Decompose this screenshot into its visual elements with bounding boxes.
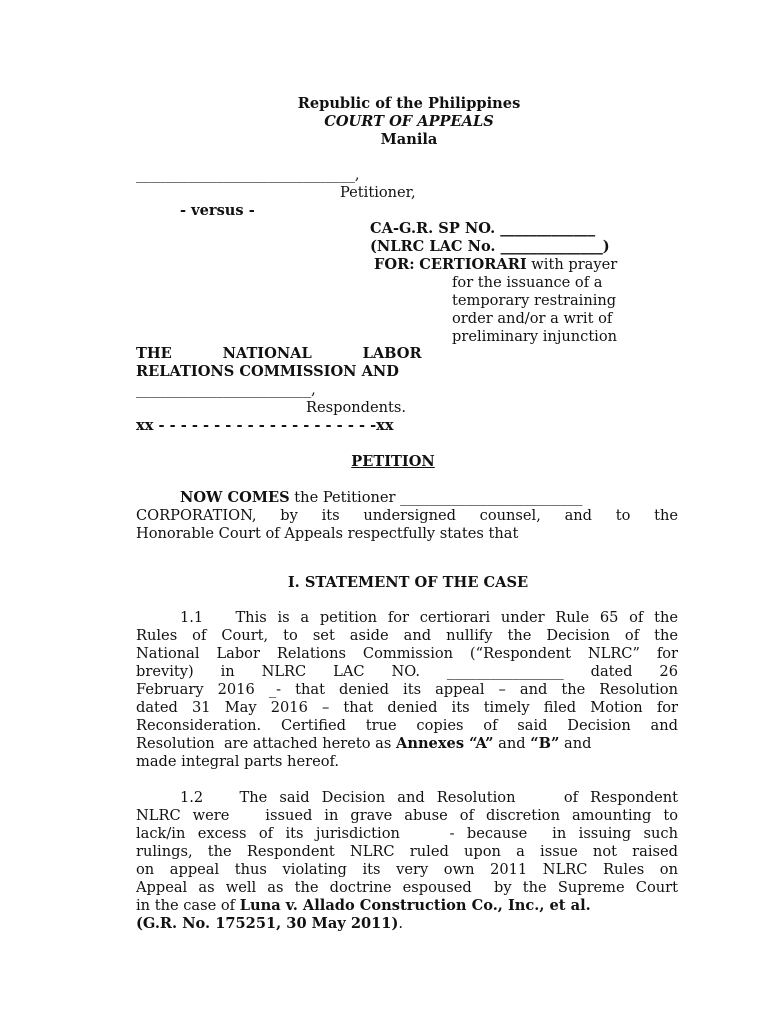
p2-line-8 bbox=[136, 915, 403, 933]
for-line-5: preliminary injunction bbox=[452, 328, 618, 345]
p1-line-4: brevity) in NLRC LAC NO. ________________ dated 26 bbox=[136, 663, 678, 680]
p2-line-6: Appeal as well as the doctrine espoused by the Supreme Court bbox=[136, 879, 678, 896]
for-line bbox=[374, 256, 617, 274]
for-line-2: for the issuance of a bbox=[452, 274, 603, 291]
for-title: CERTIORARI bbox=[419, 256, 527, 273]
now-comes: NOW COMES bbox=[180, 489, 290, 506]
p1-line-2: Rules of Court, to set aside and nullify the Decision of the bbox=[136, 627, 678, 644]
respondent-line-1: THE NATIONAL LABOR bbox=[136, 345, 422, 362]
p1-line-9: made integral parts hereof. bbox=[136, 753, 340, 770]
petitioner-label: Petitioner, bbox=[340, 184, 416, 201]
header-court: COURT OF APPEALS bbox=[324, 113, 494, 130]
intro-line-3: Honorable Court of Appeals respectfully states that bbox=[136, 525, 519, 542]
p2-line-2: NLRC were issued in grave abuse of discretion amounting to bbox=[136, 807, 678, 824]
versus-label: - versus - bbox=[180, 202, 255, 219]
p2-line-7 bbox=[136, 897, 591, 915]
p2-line-3: lack/in excess of its jurisdiction - because in issuing such bbox=[136, 825, 678, 842]
p1-line-7: Reconsideration. Certified true copies of said Decision and bbox=[136, 717, 678, 734]
p1-line-6: dated 31 May 2016 – that denied its timely filed Motion for bbox=[136, 699, 678, 716]
case-pre: in the case of bbox=[136, 897, 240, 914]
annex-and: and bbox=[493, 735, 531, 752]
p1-line-5: February 2016 _- that denied its appeal – and the Resolution bbox=[136, 681, 678, 698]
case-number: CA-G.R. SP NO. _____________ bbox=[370, 220, 596, 237]
document-title: PETITION bbox=[351, 453, 435, 470]
case-citation: (G.R. No. 175251, 30 May 2011) bbox=[136, 915, 399, 932]
p2-line-4: rulings, the Respondent NLRC ruled upon a issue not raised bbox=[136, 843, 678, 860]
section-heading: I. STATEMENT OF THE CASE bbox=[287, 574, 529, 591]
p1-line-1: 1.1 This is a petition for certiorari under Rule 65 of the bbox=[180, 609, 678, 626]
annex-and-2: and bbox=[559, 735, 592, 752]
annexes-a: Annexes “A” bbox=[396, 735, 494, 752]
citation-end: . bbox=[398, 915, 404, 932]
case-name: Luna v. Allado Construction Co., Inc., et al. bbox=[239, 897, 591, 914]
for-line-3: temporary restraining bbox=[452, 292, 617, 309]
p2-line-5: on appeal thus violating its very own 2011 NLRC Rules on bbox=[136, 861, 678, 878]
header-city: Manila bbox=[380, 131, 438, 148]
respondent-blank: ________________________, bbox=[136, 381, 316, 398]
for-line-4: order and/or a writ of bbox=[452, 310, 613, 327]
nlrc-number: (NLRC LAC No. ______________) bbox=[370, 238, 610, 255]
for-rest: with prayer bbox=[526, 256, 618, 273]
petitioner-blank: ______________________________, bbox=[136, 166, 360, 183]
p2-line-1: 1.2 The said Decision and Resolution of Respondent bbox=[180, 789, 678, 806]
p1-line-8-pre: Resolution are attached hereto as bbox=[136, 735, 397, 752]
annex-b: “B” bbox=[530, 735, 560, 752]
p1-line-8 bbox=[136, 735, 591, 753]
caption-separator: xx - - - - - - - - - - - - - - - - - - - -xx bbox=[136, 417, 394, 434]
for-label: FOR: bbox=[374, 256, 415, 273]
header-republic: Republic of the Philippines bbox=[297, 95, 521, 112]
intro-line-1-rest: the Petitioner _________________________ bbox=[289, 489, 583, 506]
intro-line-1 bbox=[180, 489, 583, 507]
p1-line-3: National Labor Relations Commission (“Respondent NLRC” for bbox=[136, 645, 678, 662]
intro-line-2: CORPORATION, by its undersigned counsel, and to the bbox=[136, 507, 678, 524]
respondents-label: Respondents. bbox=[306, 399, 407, 416]
respondent-line-2: RELATIONS COMMISSION AND bbox=[136, 363, 399, 380]
